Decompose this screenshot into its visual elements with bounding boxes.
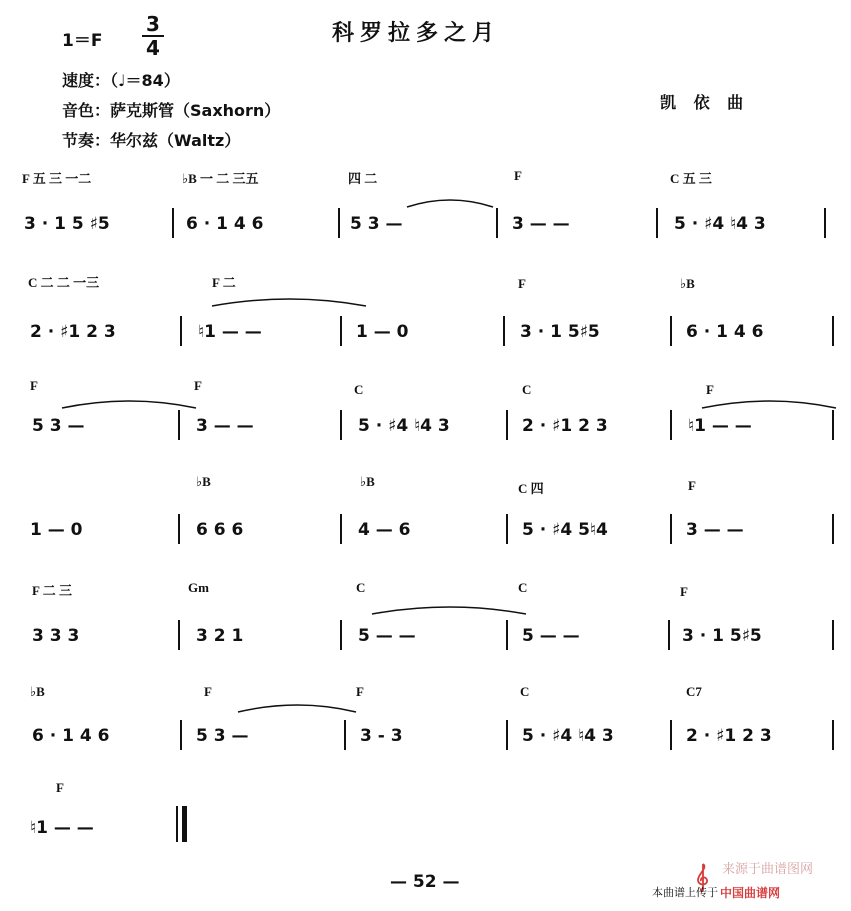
measure: 1 — 0 — [356, 322, 409, 342]
song-title: 科罗拉多之月 — [332, 20, 501, 46]
final-bar-thin — [176, 806, 178, 842]
measure: 3 · 1 5♯5 — [520, 322, 600, 342]
bar-line — [506, 620, 508, 650]
bar-line — [832, 514, 834, 544]
measure: 5 · ♯4 ♮4 3 — [674, 214, 766, 234]
bar-line — [670, 514, 672, 544]
measure: 3 2 1 — [196, 626, 244, 646]
rhythm-line: 节奏：华尔兹（Waltz） — [62, 131, 241, 150]
bar-line — [506, 410, 508, 440]
bar-line — [503, 316, 505, 346]
chord-label: ♭B — [360, 474, 375, 489]
chord-label: F — [204, 684, 212, 699]
watermark-brand: 中国曲谱网 — [720, 886, 781, 900]
measure: ♮1 — — — [198, 322, 262, 342]
key-signature: 1＝F — [62, 31, 103, 51]
bar-line — [506, 514, 508, 544]
bar-line — [670, 316, 672, 346]
chord-label: ♭B 一 二 三五 — [182, 171, 259, 186]
bar-line — [832, 316, 834, 346]
chord-label: F 二 — [212, 275, 236, 290]
measure: 1 — 0 — [30, 520, 83, 540]
measure: 6 · 1 4 6 — [686, 322, 764, 342]
tie-slur — [60, 396, 200, 410]
measure: 5 3 — — [350, 214, 403, 234]
bar-line — [344, 720, 346, 750]
bar-line — [668, 620, 670, 650]
measure: 5 3 — — [32, 416, 85, 436]
measure: ♮1 — — — [30, 818, 94, 838]
page-number: — 52 — — [390, 872, 460, 892]
bar-line — [656, 208, 658, 238]
measure: 3 — — — [196, 416, 254, 436]
time-signature-top: 3 — [146, 12, 160, 36]
chord-label: Gm — [188, 580, 209, 595]
chord-label: C 四 — [518, 481, 544, 496]
chord-label: F — [30, 378, 38, 393]
chord-label: C7 — [686, 684, 702, 699]
bar-line — [178, 620, 180, 650]
chord-label: F — [518, 276, 526, 291]
chord-label: F — [56, 780, 64, 795]
time-signature-bottom: 4 — [146, 36, 160, 60]
measure: 3 - 3 — [360, 726, 403, 746]
chord-label: C — [520, 684, 530, 699]
measure: 5 3 — — [196, 726, 249, 746]
tempo-line: 速度：（♩＝84） — [62, 71, 180, 90]
chord-label: C — [354, 382, 364, 397]
chord-label: F — [706, 382, 714, 397]
bar-line — [340, 410, 342, 440]
chord-label: F — [194, 378, 202, 393]
chord-label: ♭B — [196, 474, 211, 489]
bar-line — [506, 720, 508, 750]
measure: 6 6 6 — [196, 520, 244, 540]
measure: 5 · ♯4 ♮4 3 — [522, 726, 614, 746]
bar-line — [340, 316, 342, 346]
bar-line — [832, 720, 834, 750]
measure: 6 · 1 4 6 — [32, 726, 110, 746]
chord-label: C 五 三 — [670, 171, 712, 186]
chord-label: F — [356, 684, 364, 699]
time-signature — [142, 14, 164, 58]
chord-label: ♭B — [680, 276, 695, 291]
bar-line — [172, 208, 174, 238]
measure: 4 — 6 — [358, 520, 411, 540]
measure: 2 · ♯1 2 3 — [686, 726, 772, 746]
chord-label: F 二 三 — [32, 583, 72, 598]
bar-line — [496, 208, 498, 238]
composer: 凯 依 曲 — [660, 93, 750, 112]
tie-slur — [210, 294, 370, 308]
bar-line — [180, 720, 182, 750]
chord-label: C — [518, 580, 528, 595]
bar-line — [670, 410, 672, 440]
bar-line — [338, 208, 340, 238]
measure: 3 — — — [512, 214, 570, 234]
measure: 5 — — — [522, 626, 580, 646]
measure: ♮1 — — — [688, 416, 752, 436]
bar-line — [340, 514, 342, 544]
bar-line — [178, 410, 180, 440]
measure: 3 3 3 — [32, 626, 80, 646]
chord-label: 四 二 — [348, 171, 378, 186]
bar-line — [178, 514, 180, 544]
chord-label: C 二 二 一三 — [28, 275, 100, 290]
measure: 5 · ♯4 5♮4 — [522, 520, 608, 540]
timbre-line: 音色：萨克斯管（Saxhorn） — [62, 101, 281, 120]
measure: 3 · 1 5 ♯5 — [24, 214, 110, 234]
measure: 3 — — — [686, 520, 744, 540]
measure: 5 · ♯4 ♮4 3 — [358, 416, 450, 436]
measure: 6 · 1 4 6 — [186, 214, 264, 234]
chord-label: F 五 三 一二 — [22, 171, 92, 186]
chord-label: F — [680, 584, 688, 599]
tie-slur — [370, 602, 530, 616]
tie-slur — [236, 700, 360, 714]
measure: 3 · 1 5♯5 — [682, 626, 762, 646]
measure: 2 · ♯1 2 3 — [522, 416, 608, 436]
chord-label: C — [522, 382, 532, 397]
measure: 5 — — — [358, 626, 416, 646]
chord-label: C — [356, 580, 366, 595]
final-bar-thick — [182, 806, 187, 842]
measure: 2 · ♯1 2 3 — [30, 322, 116, 342]
chord-label: F — [688, 478, 696, 493]
watermark-upload-text: 本曲谱上传于 — [652, 886, 718, 899]
bar-line — [832, 620, 834, 650]
tie-slur — [700, 396, 840, 410]
bar-line — [824, 208, 826, 238]
bar-line — [832, 410, 834, 440]
bar-line — [670, 720, 672, 750]
tie-slur — [405, 195, 495, 209]
watermark-source: 来源于曲谱图网 — [722, 862, 814, 877]
chord-label: ♭B — [30, 684, 45, 699]
bar-line — [180, 316, 182, 346]
bar-line — [340, 620, 342, 650]
chord-label: F — [514, 168, 522, 183]
